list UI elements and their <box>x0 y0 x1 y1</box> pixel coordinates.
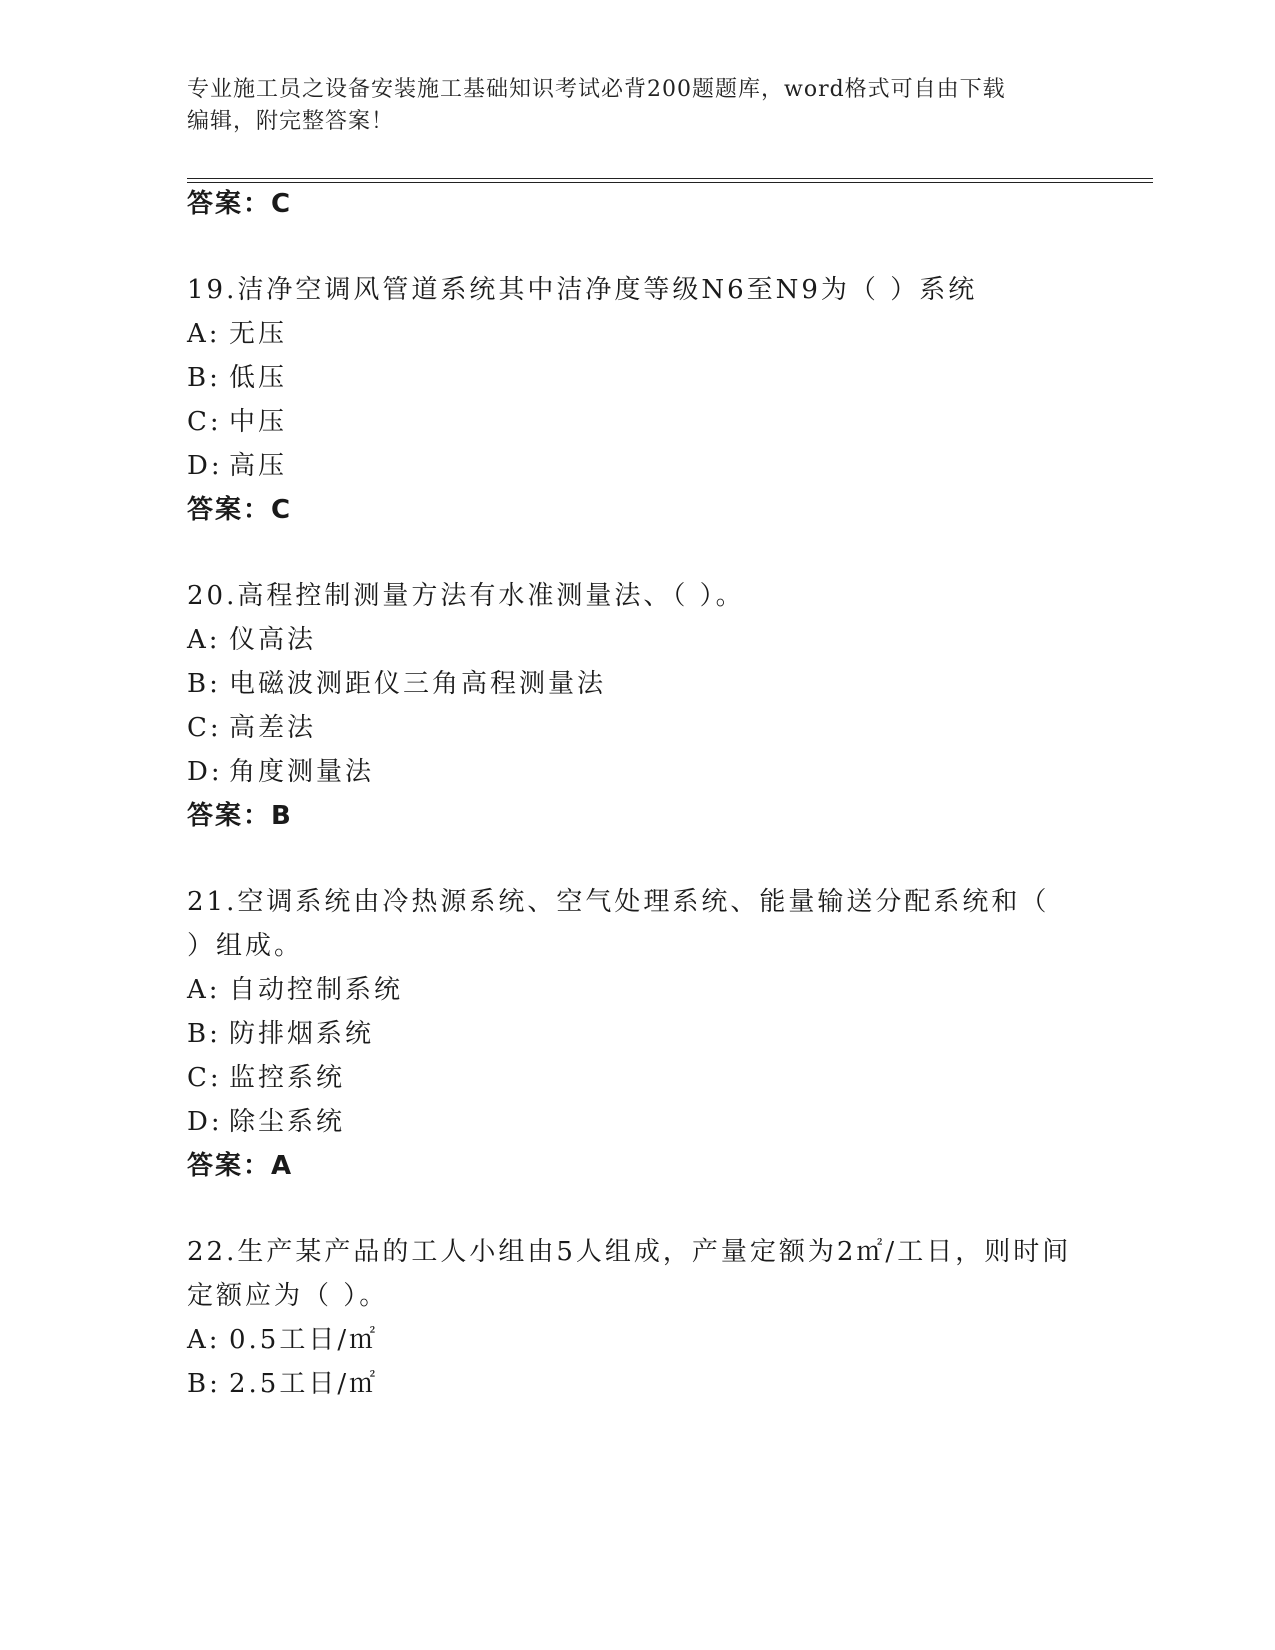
q21-option-c <box>187 1060 345 1096</box>
question-19: 19.洁净空调风管道系统其中洁净度等级N6至N9为（ ）系统 <box>187 275 978 305</box>
option-text: 角度测量法 <box>229 757 375 787</box>
answer-20: 答案：B <box>187 801 293 831</box>
header-line-2: 编辑，附完整答案！ <box>187 109 395 134</box>
option-text: 高差法 <box>229 713 317 743</box>
q21-option-a <box>187 972 403 1008</box>
q21-option-d <box>187 1104 345 1140</box>
question-22-line-2: 定额应为（ ）。 <box>187 1281 389 1311</box>
option-letter: D: <box>187 757 223 787</box>
option-letter: A: <box>187 975 221 1005</box>
q21-option-b <box>187 1016 374 1052</box>
q22-option-a <box>187 1322 378 1358</box>
option-letter: B: <box>187 363 221 393</box>
q20-option-d <box>187 754 374 790</box>
answer-18: 答案：C <box>187 189 293 219</box>
option-text: 除尘系统 <box>229 1107 346 1137</box>
option-text: 自动控制系统 <box>229 975 404 1005</box>
question-20: 20.高程控制测量方法有水准测量法、（ ）。 <box>187 581 745 611</box>
question-21-line-1: 21.空调系统由冷热源系统、空气处理系统、能量输送分配系统和（ <box>187 887 1050 917</box>
page-header <box>187 74 1087 138</box>
option-text: 无压 <box>229 319 288 349</box>
q20-option-b <box>187 666 606 702</box>
option-letter: C: <box>187 407 222 437</box>
question-22-line-1: 22.生产某产品的工人小组由5人组成，产量定额为2㎡/工日，则时间 <box>187 1237 1072 1267</box>
option-letter: C: <box>187 713 222 743</box>
option-text: 防排烟系统 <box>229 1019 375 1049</box>
option-letter: D: <box>187 1107 223 1137</box>
q19-option-c <box>187 404 287 440</box>
option-letter: A: <box>187 1325 221 1355</box>
q20-option-c <box>187 710 316 746</box>
option-letter: A: <box>187 625 221 655</box>
header-rule-bottom <box>187 182 1153 183</box>
answer-21: 答案：A <box>187 1151 294 1181</box>
option-letter: B: <box>187 669 221 699</box>
answer-19: 答案：C <box>187 495 293 525</box>
q19-option-a <box>187 316 287 352</box>
option-letter: B: <box>187 1369 221 1399</box>
option-letter: A: <box>187 319 221 349</box>
option-letter: D: <box>187 451 223 481</box>
option-text: 监控系统 <box>229 1063 346 1093</box>
question-21-line-2: ）组成。 <box>187 931 304 961</box>
q20-option-a <box>187 622 316 658</box>
option-text: 高压 <box>229 451 288 481</box>
option-letter: B: <box>187 1019 221 1049</box>
q22-option-b <box>187 1366 378 1402</box>
q19-option-d <box>187 448 287 484</box>
option-text: 电磁波测距仪三角高程测量法 <box>229 669 607 699</box>
option-text: 0.5工日/㎡ <box>229 1325 379 1355</box>
option-letter: C: <box>187 1063 222 1093</box>
option-text: 2.5工日/㎡ <box>229 1369 379 1399</box>
q19-option-b <box>187 360 287 396</box>
option-text: 中压 <box>229 407 288 437</box>
option-text: 仪高法 <box>229 625 317 655</box>
header-rule-top <box>187 178 1153 179</box>
header-line-1: 专业施工员之设备安装施工基础知识考试必背200题题库，word格式可自由下载 <box>187 77 1006 102</box>
option-text: 低压 <box>229 363 288 393</box>
